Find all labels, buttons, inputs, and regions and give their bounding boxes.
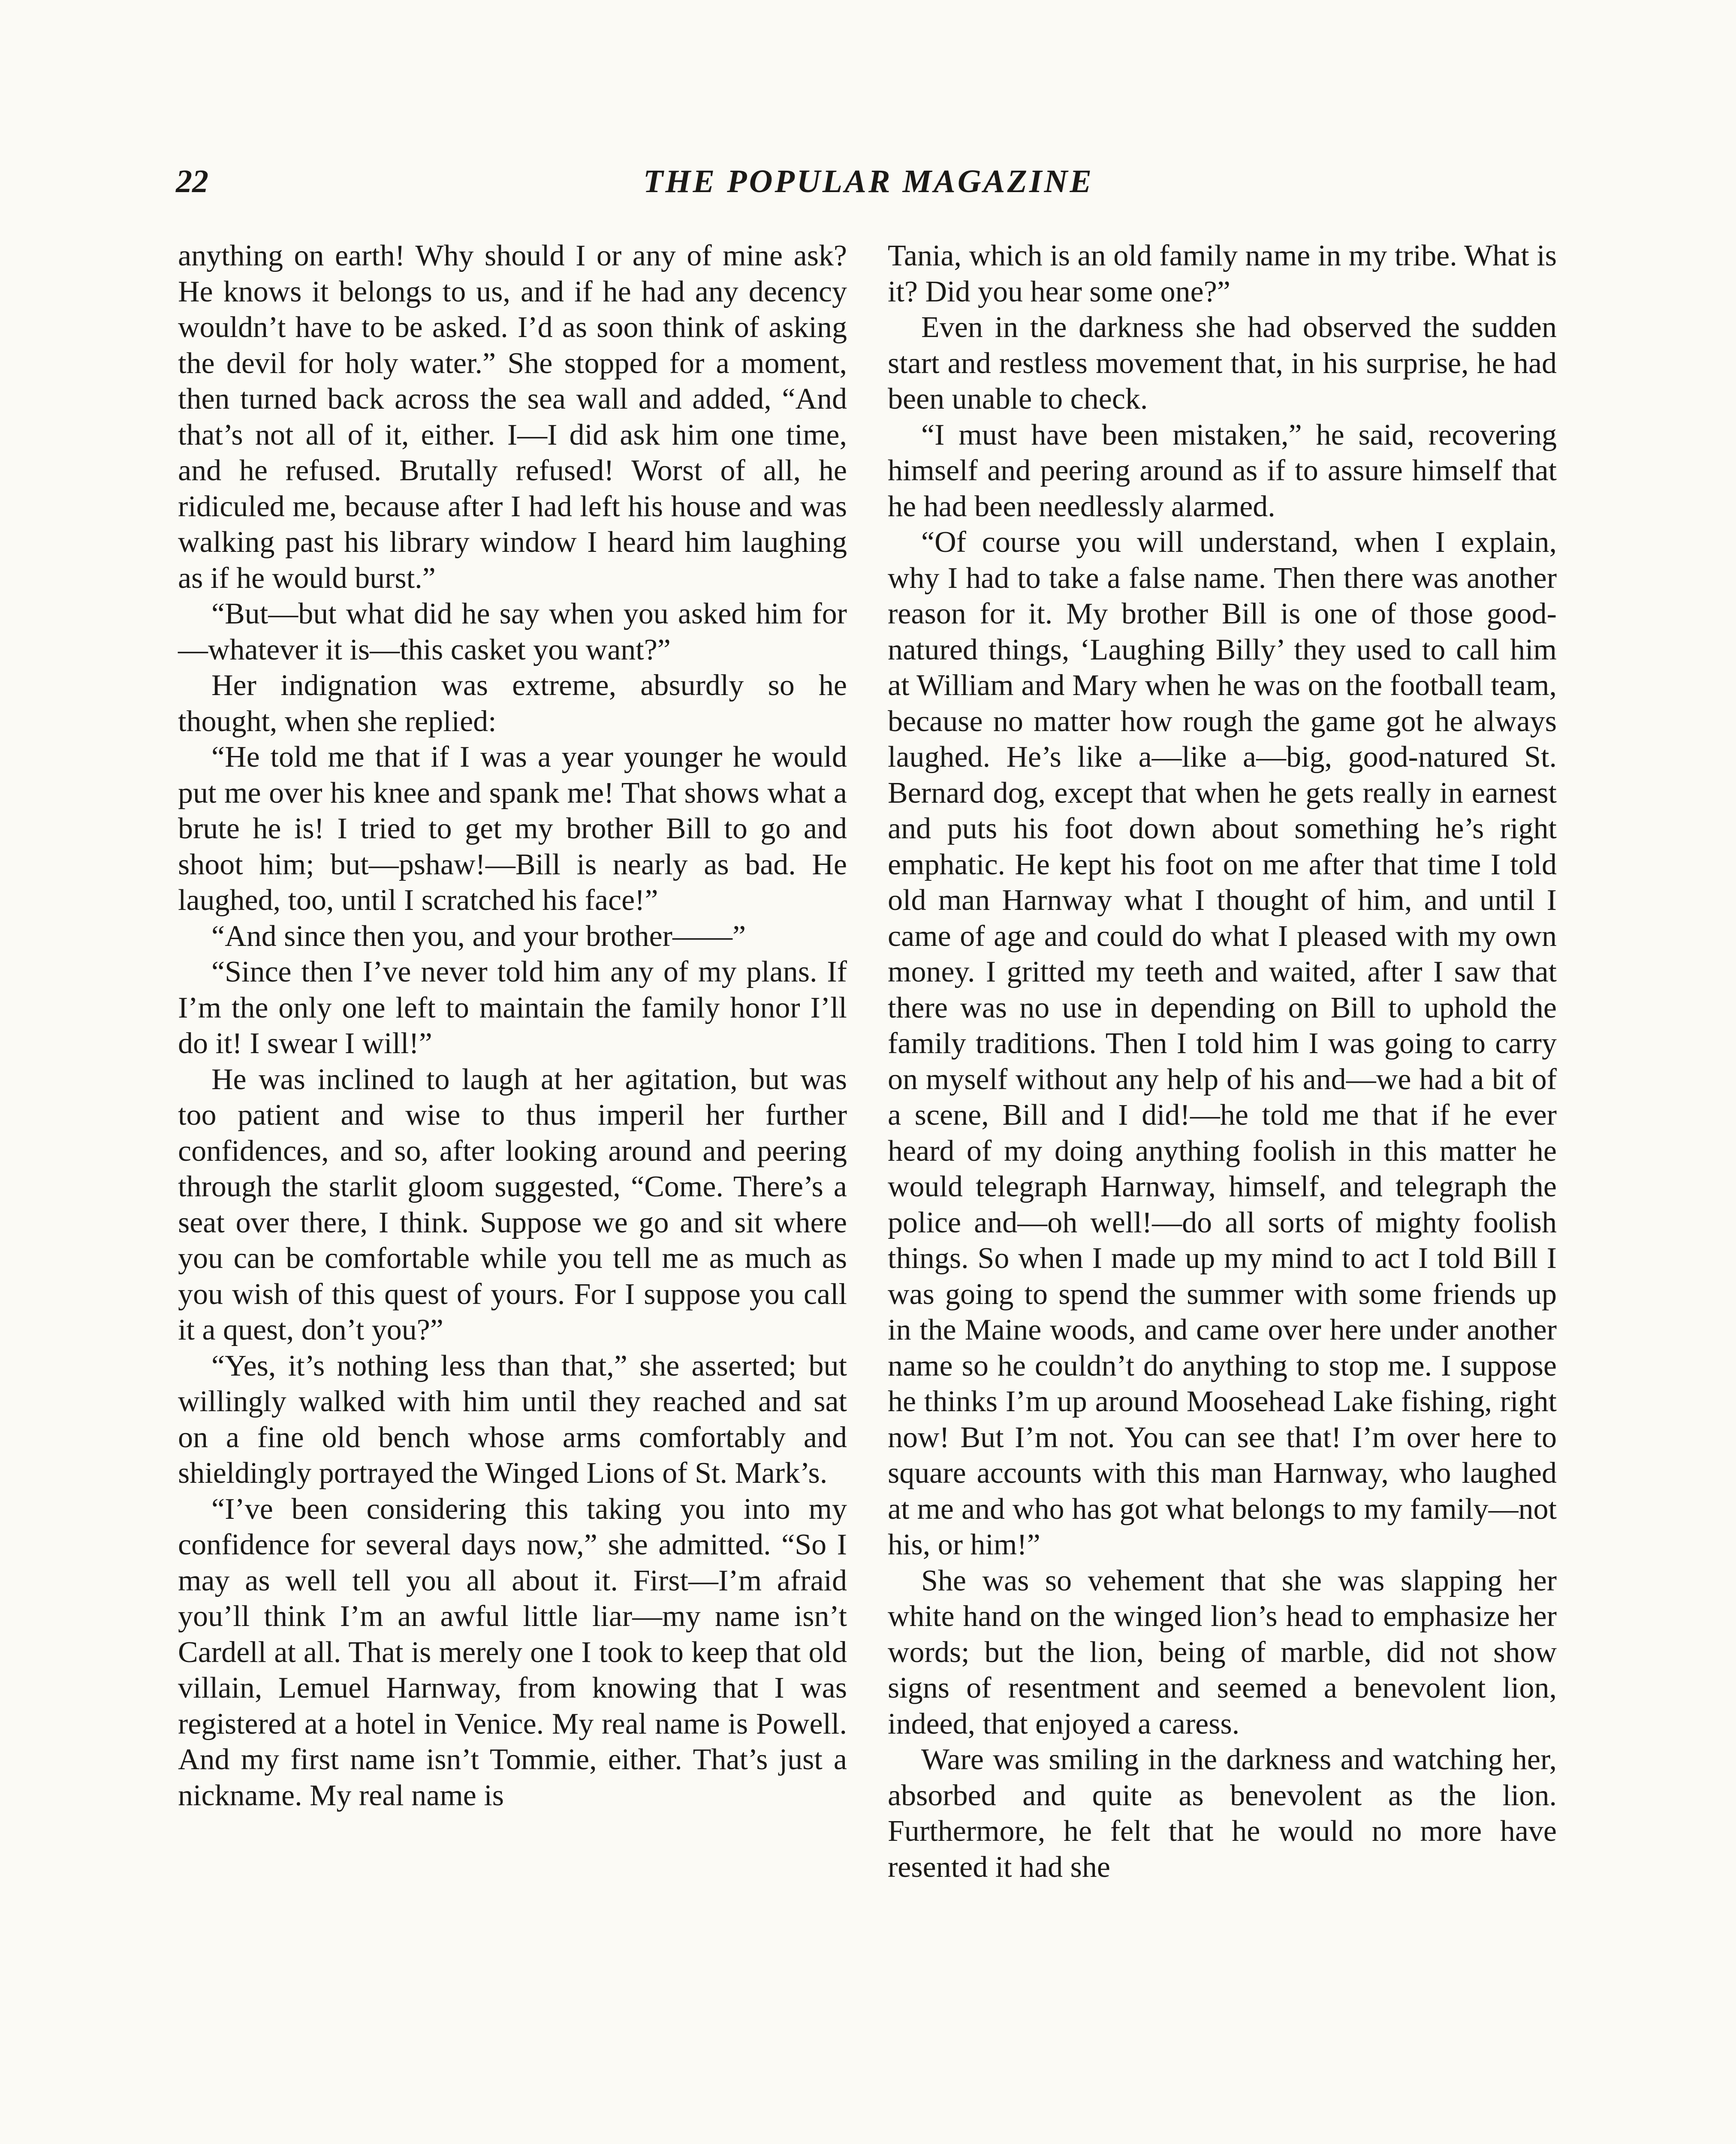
paragraph: Even in the darkness she had observed the sudden start and restless movement that, in his surprise, he had been unable to check. xyxy=(888,311,1557,416)
paragraph: anything on earth! Why should I or any of mine ask? He knows it belongs to us, and if he had any decency wouldn’t have to be asked. I’d as soon think of asking the devil for holy water.” She stopped for a moment, then turned back across the sea wall and added, “And that’s not all of it, either. I—I did ask him one time, and he refused. Brutally refused! Worst of all, he ridiculed me, because after I had left his house and was walking past his library window I heard him laughing as if he would burst.” xyxy=(178,239,847,595)
paragraph: “Since then I’ve never told him any of my plans. If I’m the only one left to maintain the family honor I’ll do it! I swear I will!” xyxy=(178,955,847,1060)
paragraph: “I’ve been considering this taking you into my confidence for several days now,” she admitted. “So I may as well tell you all about it. First—I’m afraid you’ll think I’m an awful little liar—my name isn’t Cardell at all. That is merely one I took to keep that old villain, Lemuel Harnway, from knowing that I was registered at a hotel in Venice. My real name is Powell. And my first name isn’t Tommie, either. That’s just a nickname. My real name is xyxy=(178,1492,847,1812)
paragraph: “I must have been mistaken,” he said, recovering himself and peering around as if to assure himself that he had been needlessly alarmed. xyxy=(888,418,1557,523)
running-title: THE POPULAR MAGAZINE xyxy=(643,163,1094,199)
page-number: 22 xyxy=(176,163,208,199)
paragraph: “And since then you, and your brother——” xyxy=(211,919,746,953)
paragraph: Ware was smiling in the darkness and watching her, absorbed and quite as benevolent as the lion. Furthermore, he felt that he would no more have resented it had she xyxy=(888,1743,1557,1884)
paragraph: “Of course you will understand, when I explain, why I had to take a false name. Then there was another reason for it. My brother Bill is one of those good-natured things, ‘Laughing Billy’ they used to call him at William and Mary when he was on the football team, because no matter how rough the game got he always laughed. He’s like a—like a—big, good-natured St. Bernard dog, except that when he gets really in earnest and puts his foot down about something he’s right emphatic. He kept his foot on me after that time I told old man Harnway what I thought of him, and until I came of age and could do what I pleased with my own money. I gritted my teeth and waited, after I saw that there was no use in depending on Bill to uphold the family traditions. Then I told him I was going to carry on myself without any help of his and—we had a bit of a scene, Bill and I did!—he told me that if he ever heard of my doing anything foolish in this matter he would telegraph Harnway, himself, and telegraph the police and—oh well!—do all sorts of mighty foolish things. So when I made up my mind to act I told Bill I was going to spend the summer with some friends up in the Maine woods, and came over here under another name so he couldn’t do anything to stop me. I suppose he thinks I’m up around Moosehead Lake fishing, right now! But I’m not. You can see that! I’m over here to square accounts with this man Harnway, who laughed at me and who has got what belongs to my family—not his, or him!” xyxy=(888,526,1557,1561)
paragraph: “He told me that if I was a year younger he would put me over his knee and spank me! That shows what a brute he is! I tried to get my brother Bill to go and shoot him; but—pshaw!—Bill is nearly as bad. He laughed, too, until I scratched his face!” xyxy=(178,741,847,917)
paragraph: “Yes, it’s nothing less than that,” she asserted; but willingly walked with him until they reached and sat on a fine old bench whose arms comfortably and shieldingly portrayed the Winged Lions of St. Mark’s. xyxy=(178,1349,847,1490)
paragraph: Tania, which is an old family name in my tribe. What is it? Did you hear some one?” xyxy=(888,239,1557,308)
page-header xyxy=(176,163,1561,219)
paragraph: She was so vehement that she was slapping her white hand on the winged lion’s head to emphasize her words; but the lion, being of marble, did not show signs of resentment and seemed a benevolent lion, indeed, that enjoyed a caress. xyxy=(888,1564,1557,1740)
text-column-left xyxy=(178,238,847,1813)
text-column-right xyxy=(888,238,1557,1885)
paragraph: He was inclined to laugh at her agitation, but was too patient and wise to thus imperil her further confidences, and so, after looking around and peering through the starlit gloom suggested, “Come. There’s a seat over there, I think. Suppose we go and sit where you can be comfortable while you tell me as much as you wish of this quest of yours. For I suppose you call it a quest, don’t you?” xyxy=(178,1063,847,1346)
paragraph: Her indignation was extreme, absurdly so he thought, when she replied: xyxy=(178,669,847,738)
paragraph: “But—but what did he say when you asked him for—whatever it is—this casket you want?” xyxy=(178,597,847,666)
